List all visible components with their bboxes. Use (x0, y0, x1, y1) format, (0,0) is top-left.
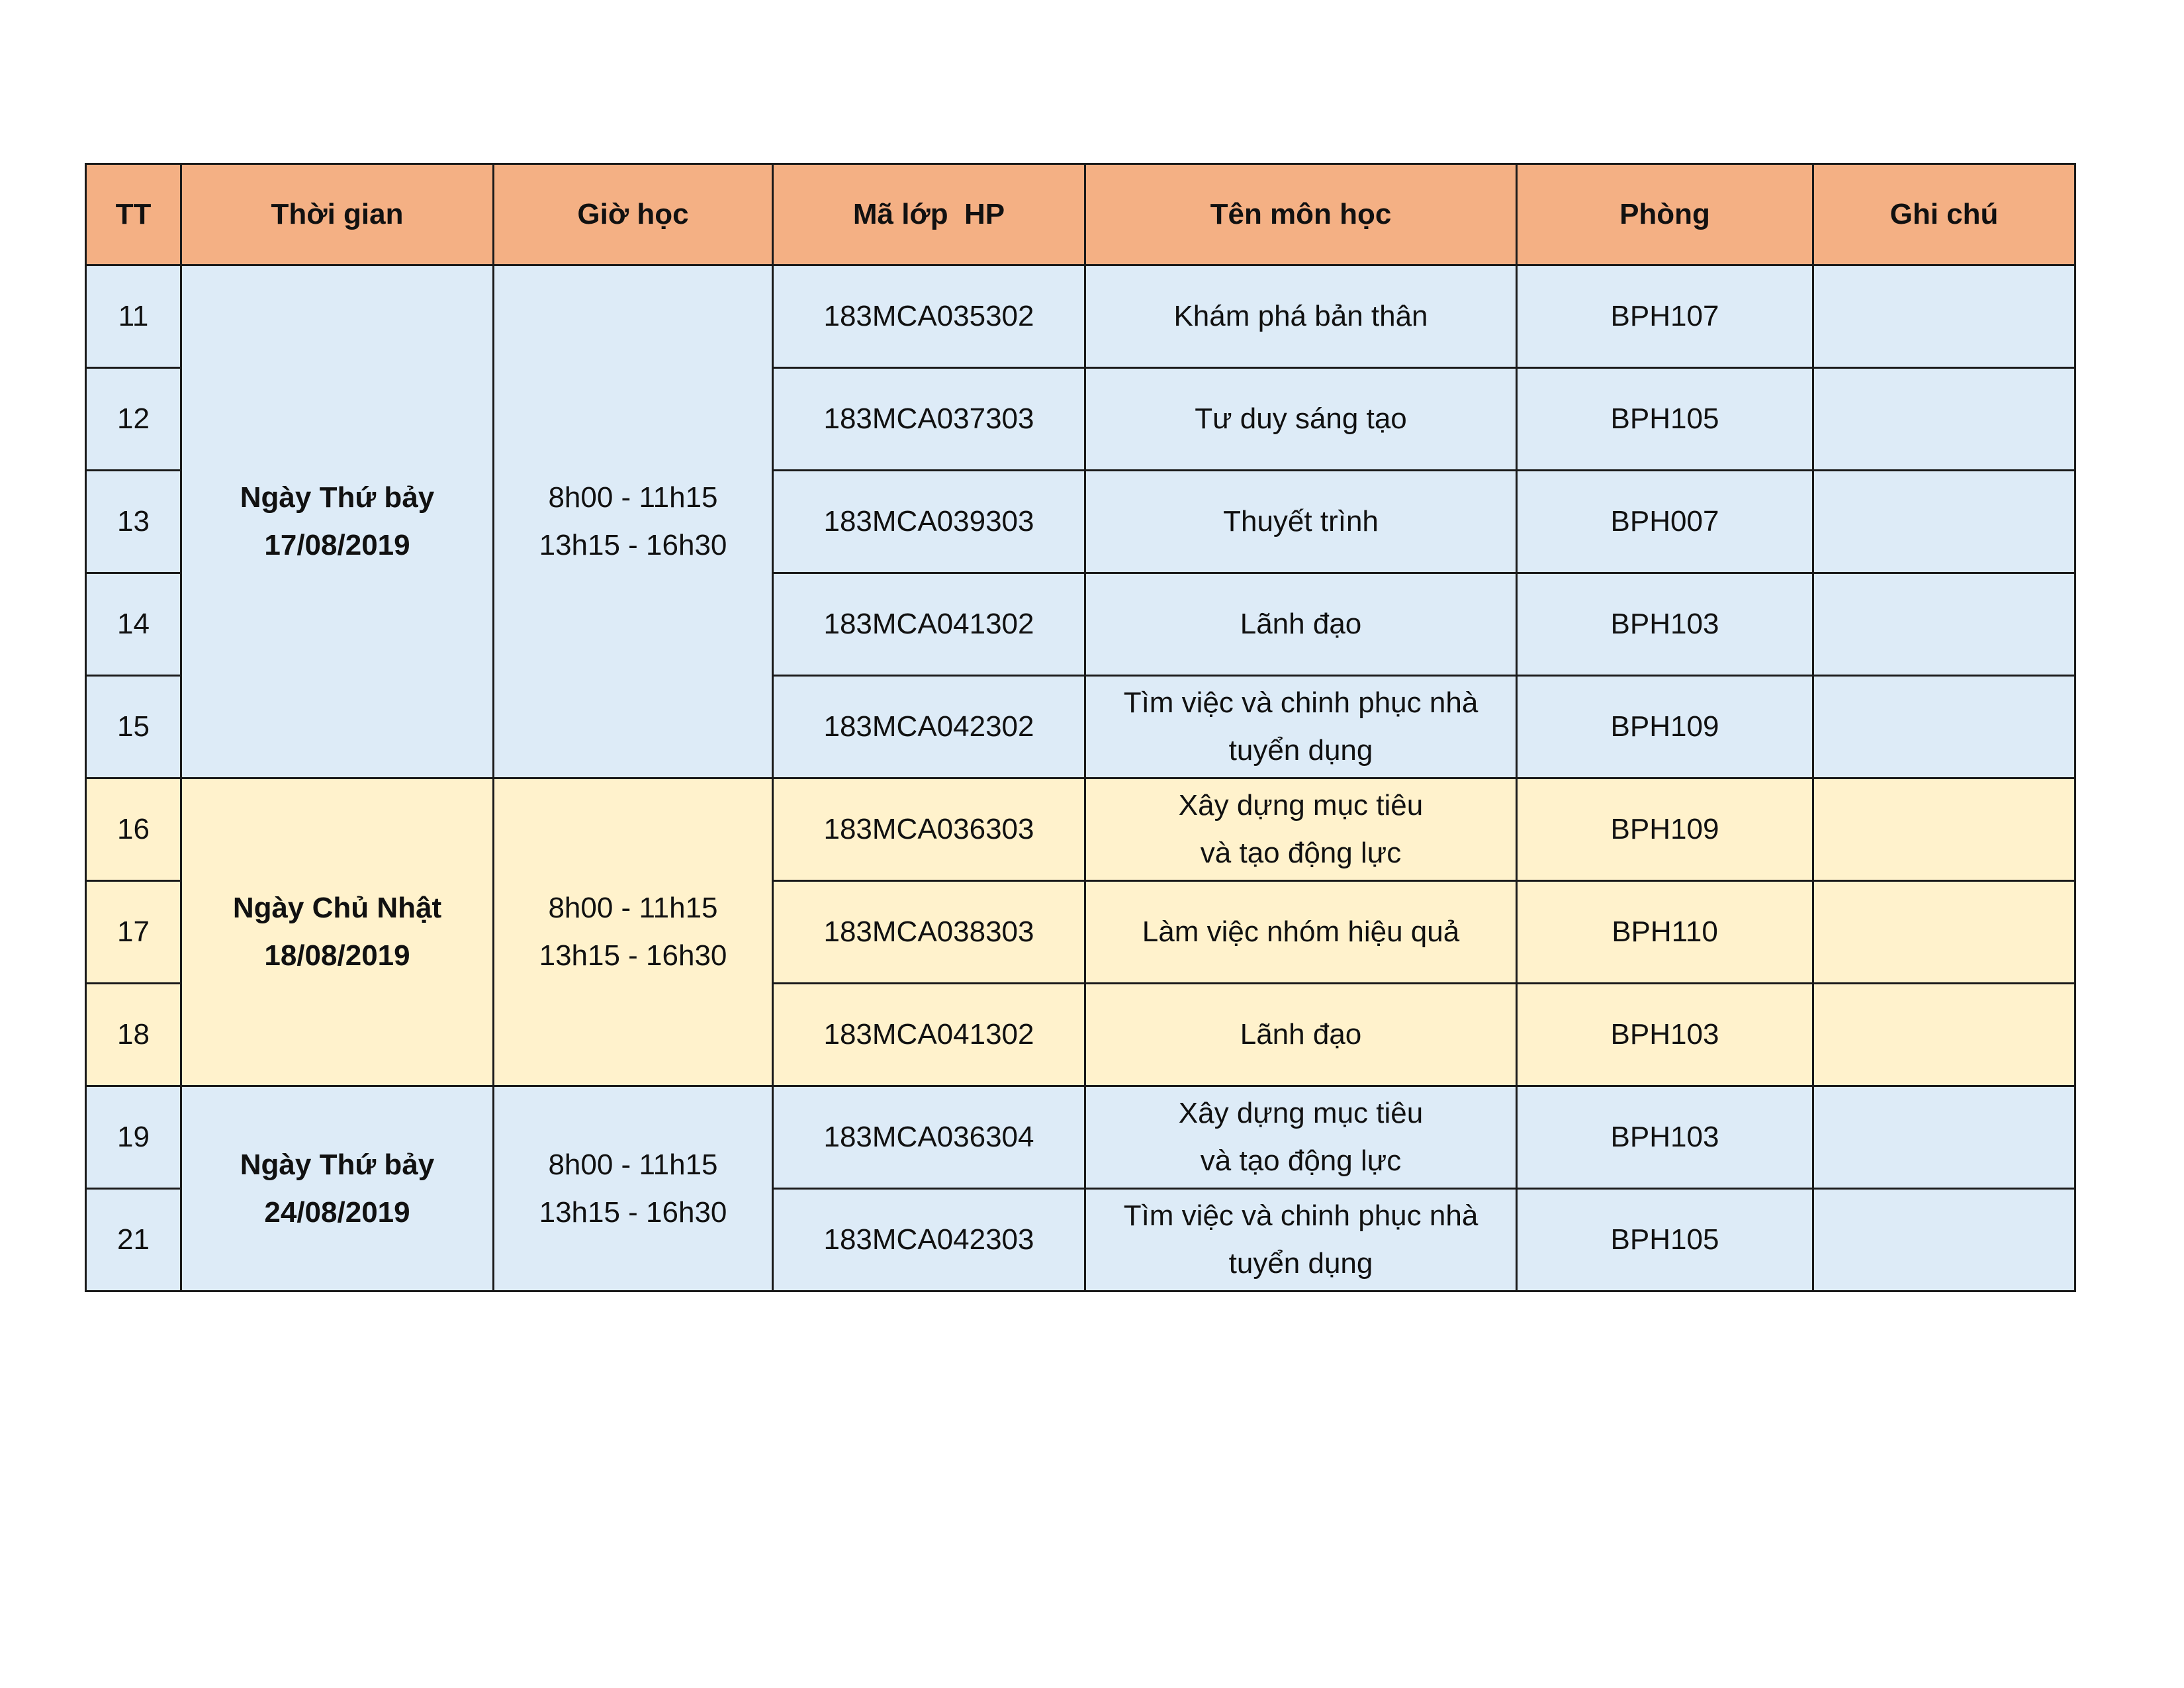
row-tt: 19 (86, 1086, 181, 1189)
subject-line2: tuyển dụng (1228, 1247, 1373, 1280)
group-date: 17/08/2019 (264, 529, 410, 561)
row-room: BPH007 (1517, 471, 1813, 573)
header-ghi-chu: Ghi chú (1813, 164, 2075, 265)
header-phong: Phòng (1517, 164, 1813, 265)
row-tt: 17 (86, 881, 181, 984)
row-note (1813, 1086, 2075, 1189)
subject-line2: và tạo động lực (1200, 1145, 1402, 1177)
row-note (1813, 984, 2075, 1086)
row-code: 183MCA042302 (773, 676, 1085, 778)
group-day-cell (181, 778, 494, 1086)
row-tt: 15 (86, 676, 181, 778)
time-afternoon: 13h15 - 16h30 (539, 1196, 727, 1229)
table-row (86, 265, 2075, 368)
row-room: BPH105 (1517, 368, 1813, 471)
row-note (1813, 471, 2075, 573)
row-room: BPH110 (1517, 881, 1813, 984)
row-note (1813, 1189, 2075, 1291)
row-subject (1085, 676, 1517, 778)
subject-line1: Xây dựng mục tiêu (1178, 789, 1424, 821)
header-gio-hoc: Giờ học (494, 164, 773, 265)
row-note (1813, 573, 2075, 676)
group-day: Ngày Thứ bảy (240, 1148, 435, 1181)
group-time-cell (494, 1086, 773, 1291)
row-room: BPH109 (1517, 778, 1813, 881)
subject-line1: Làm việc nhóm hiệu quả (1142, 915, 1460, 948)
row-tt: 11 (86, 265, 181, 368)
header-tt: TT (86, 164, 181, 265)
header-ten-mon: Tên môn học (1085, 164, 1517, 265)
row-subject (1085, 881, 1517, 984)
row-subject (1085, 1189, 1517, 1291)
row-room: BPH103 (1517, 573, 1813, 676)
row-tt: 14 (86, 573, 181, 676)
row-subject (1085, 1086, 1517, 1189)
row-subject (1085, 573, 1517, 676)
subject-line1: Thuyết trình (1223, 505, 1379, 538)
group-time-cell (494, 778, 773, 1086)
row-room: BPH103 (1517, 984, 1813, 1086)
subject-line1: Khám phá bản thân (1173, 300, 1428, 332)
group-date: 24/08/2019 (264, 1196, 410, 1229)
row-subject (1085, 778, 1517, 881)
row-code: 183MCA036304 (773, 1086, 1085, 1189)
group-day: Ngày Thứ bảy (240, 481, 435, 514)
subject-line1: Tìm việc và chinh phục nhà (1123, 1199, 1479, 1232)
row-subject (1085, 984, 1517, 1086)
row-note (1813, 881, 2075, 984)
subject-line1: Tìm việc và chinh phục nhà (1123, 686, 1479, 719)
schedule-sheet (85, 163, 2076, 1292)
schedule-table (85, 163, 2076, 1292)
row-room: BPH103 (1517, 1086, 1813, 1189)
row-code: 183MCA035302 (773, 265, 1085, 368)
subject-line2: tuyển dụng (1228, 734, 1373, 767)
subject-line1: Tư duy sáng tạo (1195, 402, 1407, 435)
row-note (1813, 778, 2075, 881)
time-morning: 8h00 - 11h15 (548, 481, 718, 514)
row-subject (1085, 471, 1517, 573)
row-note (1813, 676, 2075, 778)
group-day-cell (181, 265, 494, 778)
row-code: 183MCA042303 (773, 1189, 1085, 1291)
group-time-cell (494, 265, 773, 778)
time-afternoon: 13h15 - 16h30 (539, 939, 727, 972)
table-row (86, 1086, 2075, 1189)
row-room: BPH109 (1517, 676, 1813, 778)
subject-line1: Lãnh đạo (1240, 608, 1362, 640)
header-ma-lop: Mã lớp HP (773, 164, 1085, 265)
row-code: 183MCA036303 (773, 778, 1085, 881)
row-subject (1085, 265, 1517, 368)
row-tt: 13 (86, 471, 181, 573)
time-morning: 8h00 - 11h15 (548, 1148, 718, 1181)
group-day-cell (181, 1086, 494, 1291)
row-code: 183MCA039303 (773, 471, 1085, 573)
group-date: 18/08/2019 (264, 939, 410, 972)
subject-line2: và tạo động lực (1200, 837, 1402, 869)
row-tt: 18 (86, 984, 181, 1086)
header-thoi-gian: Thời gian (181, 164, 494, 265)
row-note (1813, 265, 2075, 368)
group-day: Ngày Chủ Nhật (232, 892, 442, 924)
row-tt: 16 (86, 778, 181, 881)
row-code: 183MCA038303 (773, 881, 1085, 984)
row-subject (1085, 368, 1517, 471)
row-tt: 12 (86, 368, 181, 471)
time-afternoon: 13h15 - 16h30 (539, 529, 727, 561)
row-note (1813, 368, 2075, 471)
row-room: BPH107 (1517, 265, 1813, 368)
row-code: 183MCA037303 (773, 368, 1085, 471)
row-code: 183MCA041302 (773, 573, 1085, 676)
subject-line1: Xây dựng mục tiêu (1178, 1097, 1424, 1129)
table-row (86, 778, 2075, 881)
row-tt: 21 (86, 1189, 181, 1291)
row-code: 183MCA041302 (773, 984, 1085, 1086)
header-row (86, 164, 2075, 265)
time-morning: 8h00 - 11h15 (548, 892, 718, 924)
row-room: BPH105 (1517, 1189, 1813, 1291)
subject-line1: Lãnh đạo (1240, 1018, 1362, 1051)
